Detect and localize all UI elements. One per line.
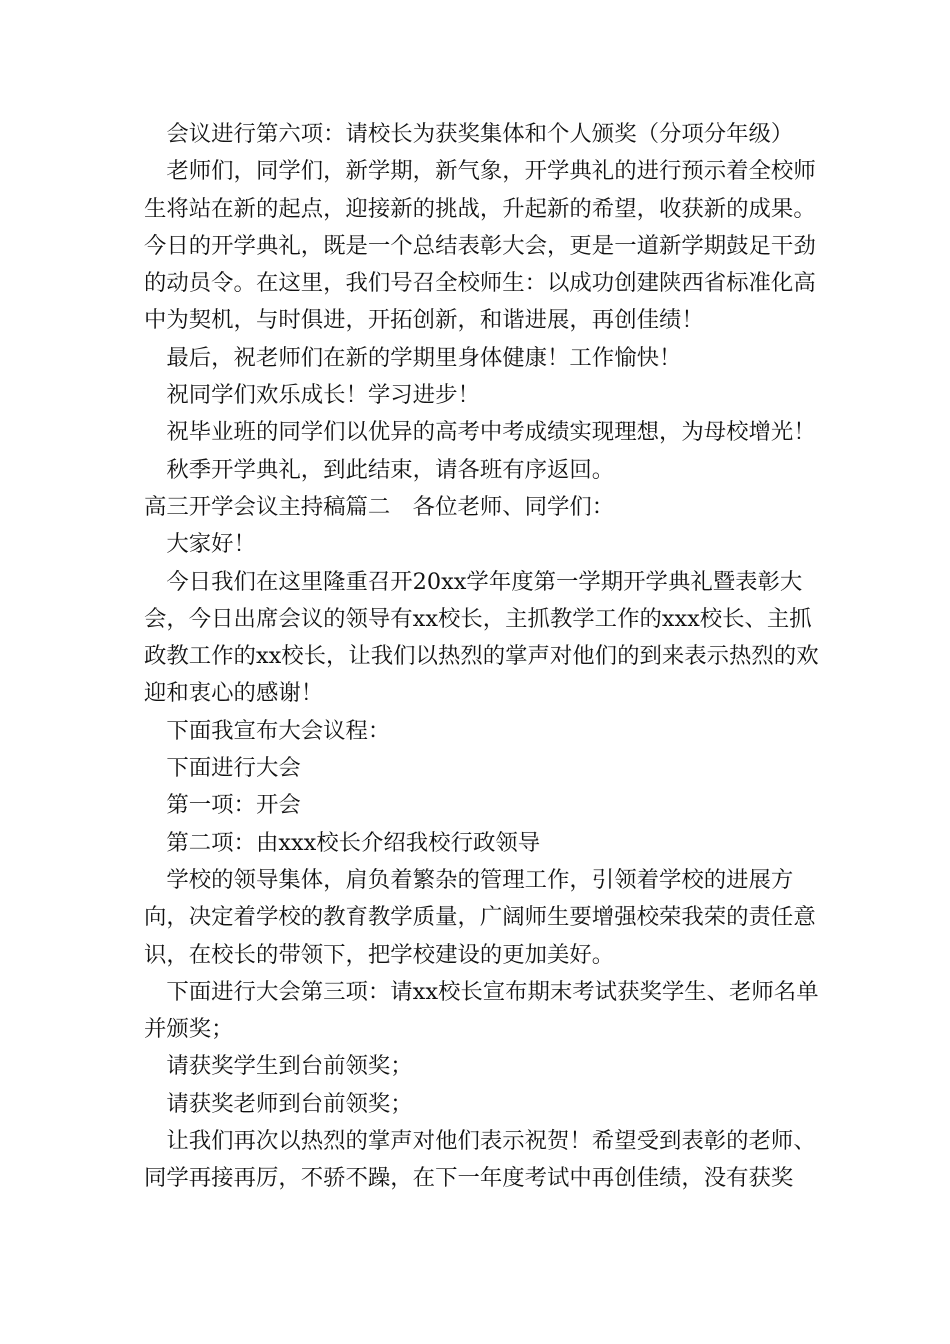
paragraph-students-award: 请获奖学生到台前领奖； [144,1053,413,1080]
paragraph-introduction: 今日我们在这里隆重召开20xx学年度第一学期开学典礼暨表彰大会，今日出席会议的领导有xx校长，主抓教学工作的xxx校长、主抓政教工作的xx校长，让我们以热烈的掌声对他们的到来表示热烈的欢迎和衷心的感谢！ [144,568,819,707]
document-body [144,116,834,1198]
paragraph-congratulations: 让我们再次以热烈的掌声对他们表示祝贺！希望受到表彰的老师、同学再接再厉，不骄不躁，在下一年度考试中再创佳绩，没有获奖 [144,1128,816,1192]
paragraph-closing: 秋季开学典礼，到此结束，请各班有序返回。 [144,456,615,483]
paragraph-agenda-start: 下面进行大会 [144,755,301,782]
paragraph-wish-teachers: 最后，祝老师们在新的学期里身体健康！工作愉快！ [144,344,682,371]
paragraph-teachers-award: 请获奖老师到台前领奖； [144,1090,413,1117]
paragraph-item-two: 第二项：由xxx校长介绍我校行政领导 [144,829,541,856]
paragraph-wish-graduates: 祝毕业班的同学们以优异的高考中考成绩实现理想，为母校增光！ [144,419,816,446]
paragraph-section-heading: 高三开学会议主持稿篇二 各位老师、同学们： [144,493,615,520]
paragraph-leadership: 学校的领导集体，肩负着繁杂的管理工作，引领着学校的进展方向，决定着学校的教育教学质量，广阔师生要增强校荣我荣的责任意识，在校长的带领下，把学校建设的更加美好。 [144,866,816,968]
paragraph-item-three: 下面进行大会第三项：请xx校长宣布期末考试获奖学生、老师名单并颁奖； [144,978,819,1043]
paragraph-opening-remarks: 老师们，同学们，新学期，新气象，开学典礼的进行预示着全校师生将站在新的起点，迎接新的挑战，升起新的希望，收获新的成果。今日的开学典礼，既是一个总结表彰大会，更是一道新学期鼓足干劲的动员令。在这里，我们号召全校师生：以成功创建陕西省标准化高中为契机，与时俱进，开拓创新，和谐进展，再创佳绩！ [144,158,816,334]
paragraph-greeting: 大家好！ [144,531,256,558]
paragraph-wish-students: 祝同学们欢乐成长！学习进步！ [144,382,480,409]
paragraph-award-item: 会议进行第六项：请校长为获奖集体和个人颁奖（分项分年级） [144,121,794,147]
paragraph-agenda-announce: 下面我宣布大会议程： [144,717,391,744]
paragraph-item-one: 第一项：开会 [144,792,301,819]
